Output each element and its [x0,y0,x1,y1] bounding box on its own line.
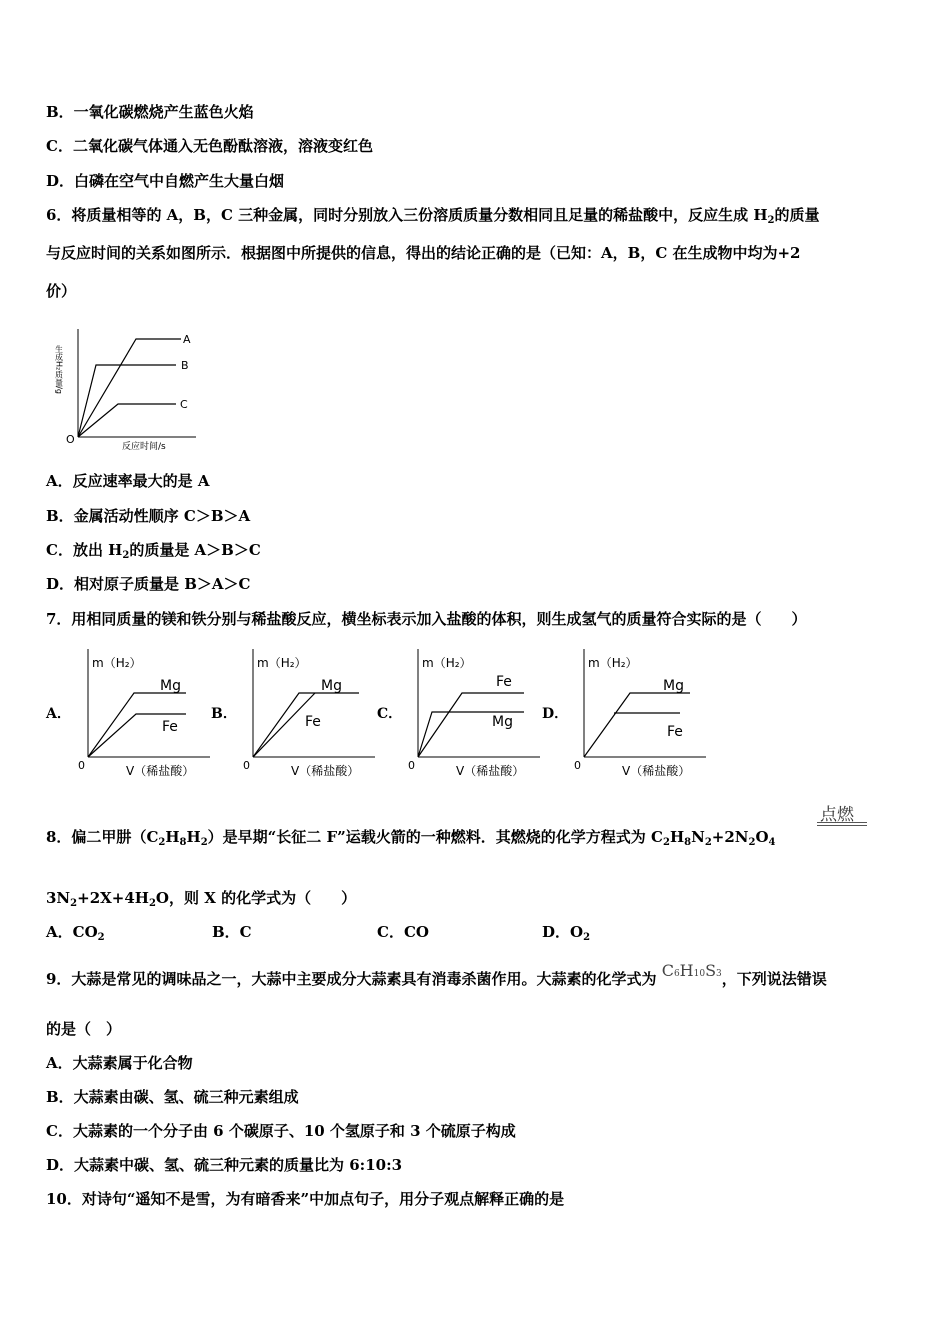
q5-option-c: C．二氧化碳气体通入无色酚酞溶液，溶液变红色 [46,137,373,155]
q7-c-label-1: Fe [496,674,512,690]
q7-c-origin: 0 [408,759,415,772]
q8-option-c: C．CO [377,923,429,941]
q6-line-b [78,365,176,437]
q6-line-a [78,339,181,437]
q7-c-label-2: Mg [492,714,513,730]
q6-stem-line2: 与反应时间的关系如图所示．根据图中所提供的信息，得出的结论正确的是（已知：A，B，C 在生成物中均为+2 [46,244,801,262]
q7-letter-b: B． [211,706,237,722]
q6-option-c: C．放出 $H_2$的质量是 A＞B＞C [46,541,261,561]
q7-b-label-1: Mg [321,678,342,694]
q7-graph-d [570,645,710,780]
q7-d-xlabel: V（稀盐酸） [622,764,691,778]
q7-letter-d: D． [542,706,569,722]
q7-a-ylabel: m（H₂） [92,656,142,670]
q7-a-label-2: Fe [162,719,178,735]
q6-line-c [78,404,176,437]
q6-stem-line1: 6．将质量相等的 A，B，C 三种金属，同时分别放入三份溶质质量分数相同且足量的稀盐酸中，反应生成 $H_2$的质量 [46,206,820,226]
q7-a-origin: 0 [78,759,85,772]
q7-graph-b [239,645,379,780]
q7-d-label-2: Fe [667,724,683,740]
q7-d-label-1: Mg [663,678,684,694]
q8-stem-line1: 8．偏二甲肼$(C_2H_8H_2)$是早期“长征二 F”运载火箭的一种燃料．其燃烧的化学方程式为 $C_2H_8N_2+2N_2O_4$ [46,828,776,848]
q9-option-a: A．大蒜素属于化合物 [46,1054,193,1072]
q7-stem: 7．用相同质量的镁和铁分别与稀盐酸反应，横坐标表示加入盐酸的体积，则生成氢气的质量符合实际的是（ ） [46,610,807,628]
q6-origin: O [66,433,75,446]
q9-option-b: B．大蒜素由碳、氢、硫三种元素组成 [46,1088,299,1106]
q6-label-c: C [180,398,188,411]
q7-b-ylabel: m（H₂） [257,656,307,670]
q8-reaction-condition: 点燃 [820,805,854,825]
q7-b-label-2: Fe [305,714,321,730]
q6-graph [56,325,206,455]
q6-xlabel: 反应时间/s [122,442,166,452]
q7-b-origin: 0 [243,759,250,772]
q8-option-d: D．$O_2$ [542,923,591,943]
q8-option-b: B．C [212,923,252,941]
q8-arrow-line-1 [817,822,867,823]
q6-stem-line3: 价） [46,282,77,300]
q7-graph-c [404,645,544,780]
q5-option-b: B．一氧化碳燃烧产生蓝色火焰 [46,103,254,121]
q9-stem-line1: 9．大蒜是常见的调味品之一，大蒜中主要成分大蒜素具有消毒杀菌作用。大蒜素的化学式为 C6H10S3，下列说法错误 [46,961,827,988]
q7-d-origin: 0 [574,759,581,772]
q9-option-c: C．大蒜素的一个分子由 6 个碳原子、10 个氢原子和 3 个硫原子构成 [46,1122,516,1140]
q9-formula: C6H10S3 [661,961,722,980]
q10-stem: 10．对诗句“遥知不是雪，为有暗香来”中加点句子，用分子观点解释正确的是 [46,1190,565,1208]
q7-c-ylabel: m（H₂） [422,656,472,670]
q7-graph-a [74,645,214,780]
q6-option-a: A．反应速率最大的是 A [46,472,210,490]
q8-option-a: A．$CO_2$ [46,923,105,943]
q6-ylabel: 生成H₂质量/g [54,345,64,394]
q6-option-d: D．相对原子质量是 B＞A＞C [46,575,251,593]
q9-option-d: D．大蒜素中碳、氢、硫三种元素的质量比为 6:10:3 [46,1156,403,1174]
q9-stem-line2: 的是（ ） [46,1020,122,1038]
q7-letter-c: C． [377,706,403,722]
q8-arrow-line-2 [817,825,867,826]
q7-b-xlabel: V（稀盐酸） [291,764,360,778]
q7-d-ylabel: m（H₂） [588,656,638,670]
q7-a-xlabel: V（稀盐酸） [126,764,195,778]
q6-label-b: B [181,359,189,372]
q5-option-d: D．白磷在空气中自燃产生大量白烟 [46,172,285,190]
q7-a-label-1: Mg [160,678,181,694]
q7-c-xlabel: V（稀盐酸） [456,764,525,778]
q7-letter-a: A． [46,706,71,722]
q6-label-a: A [183,333,191,346]
q8-stem-line2: $3N_2+2X+4H_2O$，则 X 的化学式为（ ） [46,889,357,909]
q6-option-b: B．金属活动性顺序 C＞B＞A [46,507,251,525]
